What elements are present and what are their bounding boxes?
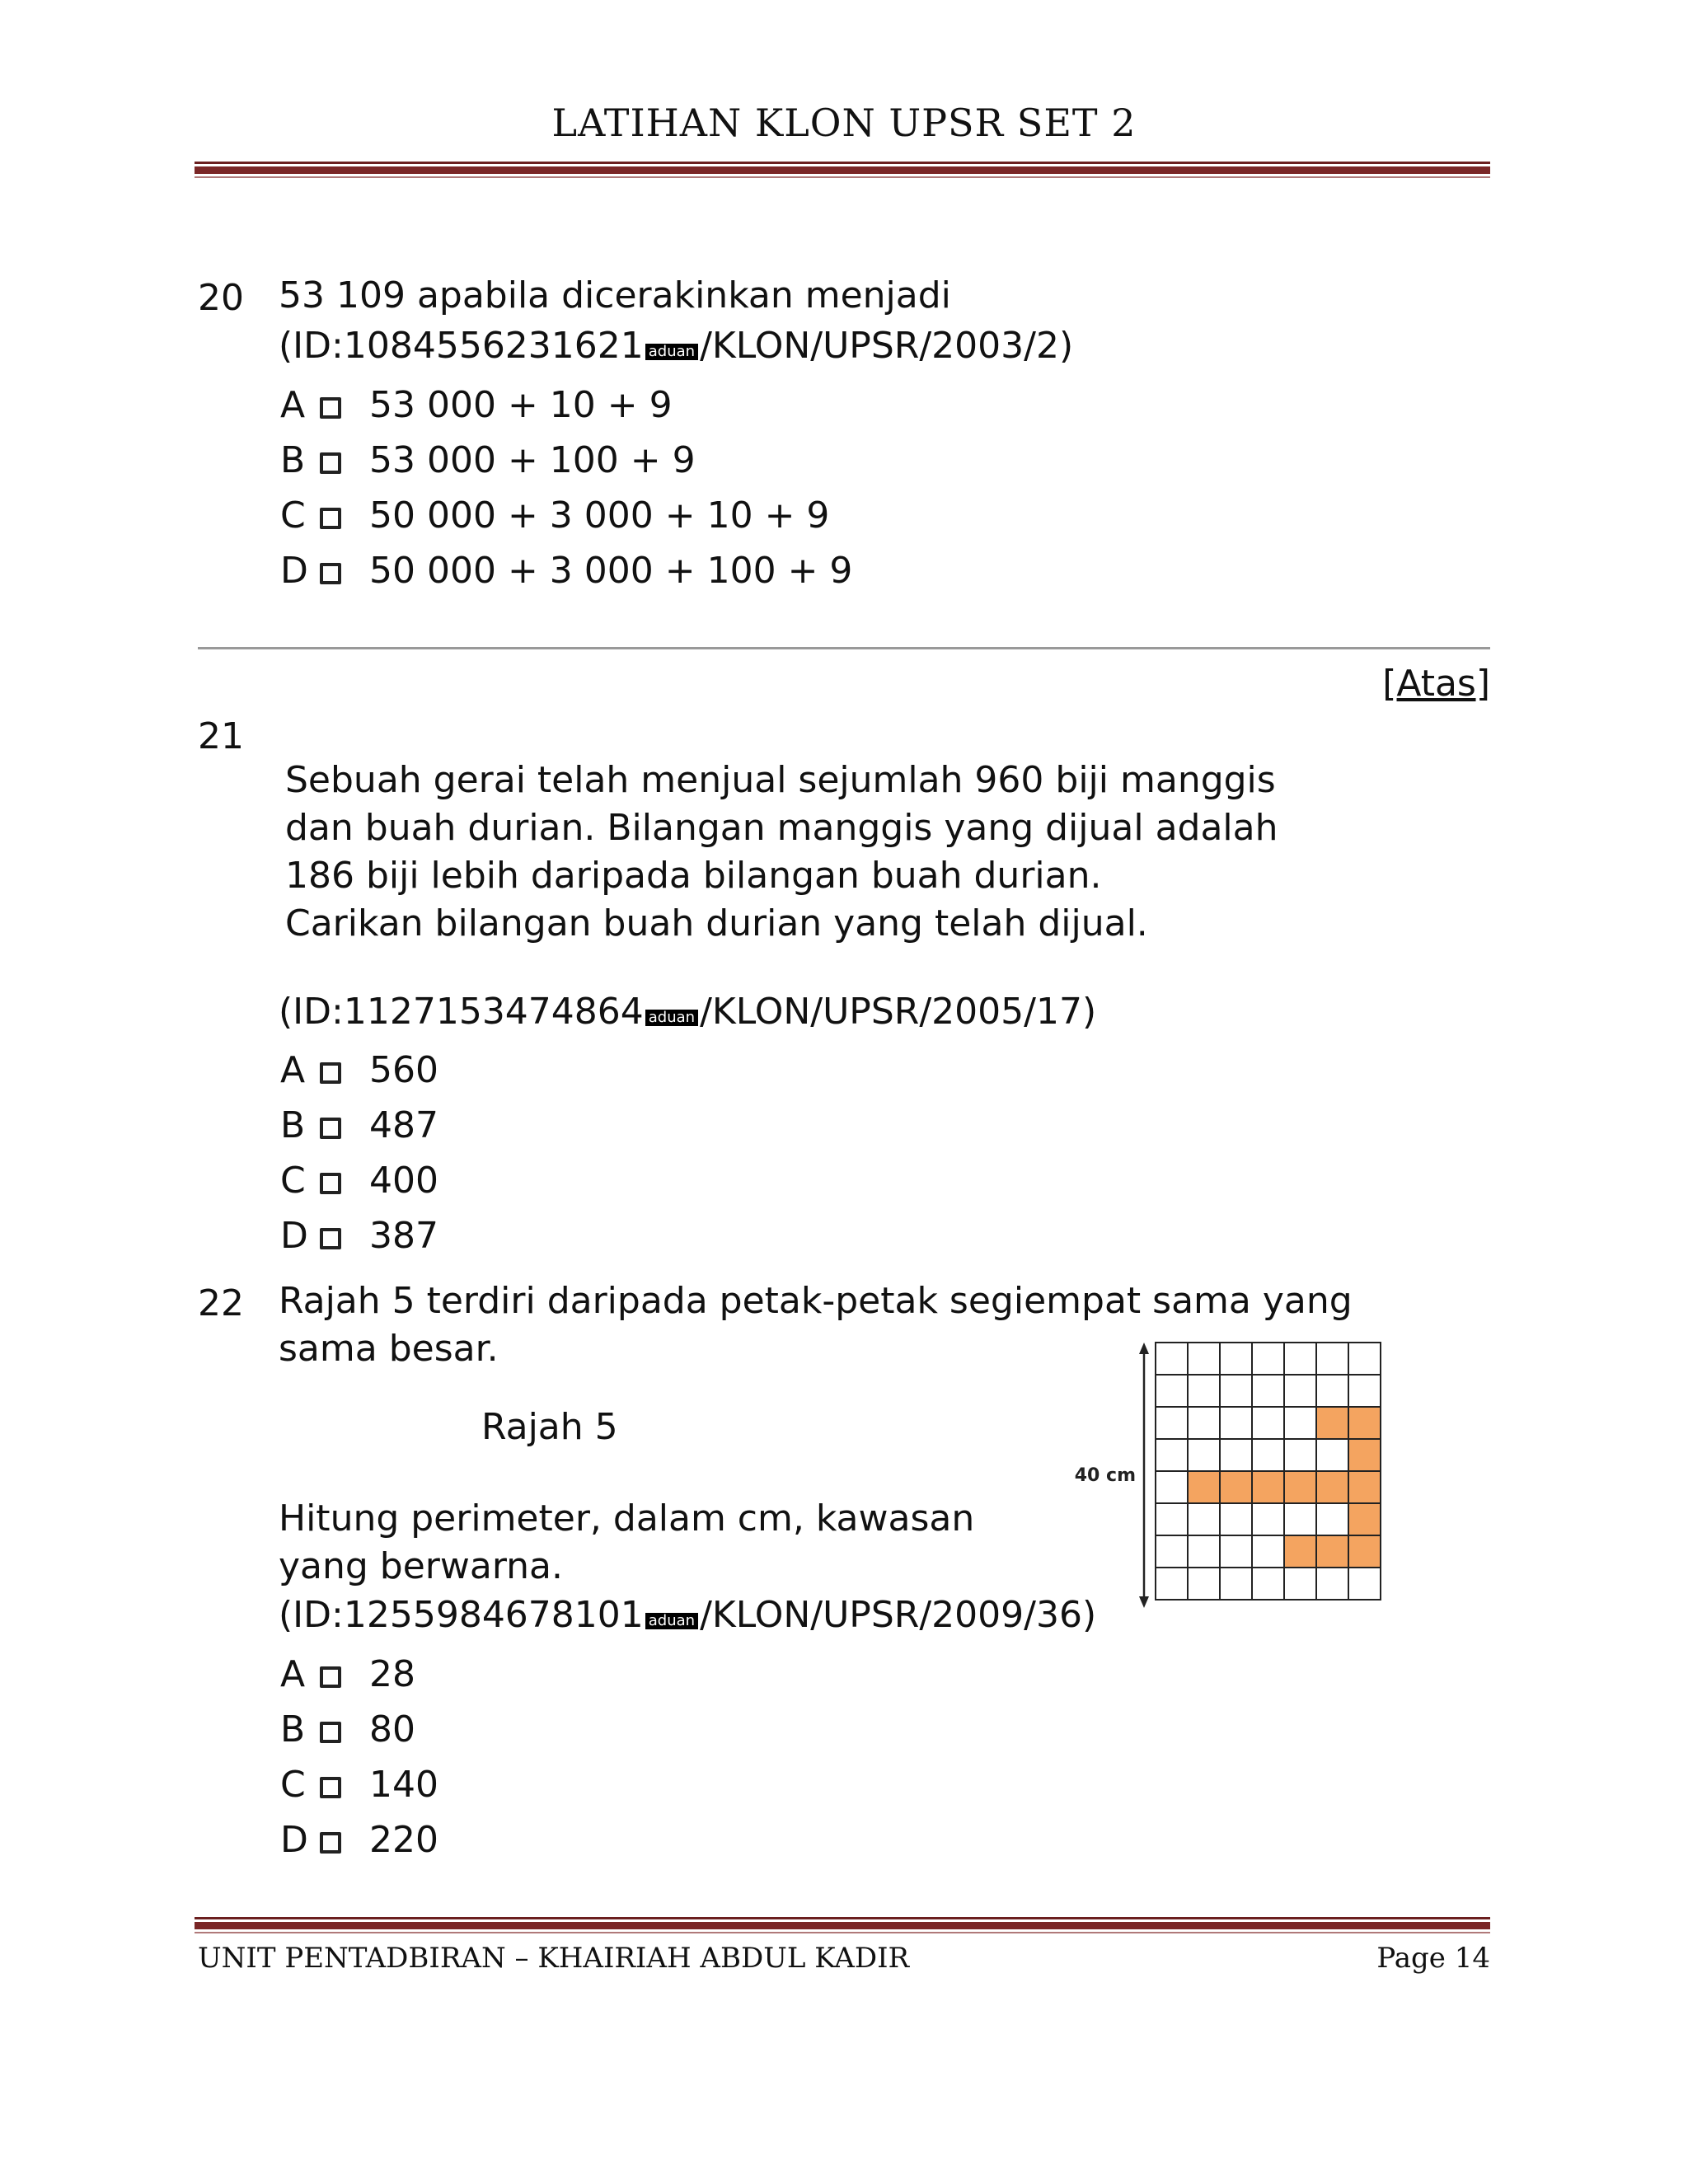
dimension-label: 40 cm — [1074, 1465, 1136, 1486]
question-number: 21 — [198, 715, 244, 757]
radio-box-icon[interactable] — [320, 1062, 341, 1084]
grid-cell — [1156, 1343, 1188, 1375]
grid-cell — [1284, 1375, 1316, 1407]
grid-cell — [1316, 1535, 1348, 1568]
grid-cell — [1316, 1439, 1348, 1471]
grid-cell — [1348, 1343, 1381, 1375]
option-c[interactable]: C 400 — [280, 1160, 438, 1202]
question-id: (ID:1127153474864 aduan /KLON/UPSR/2005/17) — [279, 991, 1097, 1033]
header-divider — [195, 162, 1490, 178]
grid-cell — [1316, 1503, 1348, 1535]
grid-cell — [1348, 1568, 1381, 1600]
grid-cell — [1348, 1439, 1381, 1471]
question-id: (ID:1084556231621 aduan /KLON/UPSR/2003/2) — [279, 325, 1074, 367]
grid-cell — [1252, 1568, 1284, 1600]
option-a[interactable]: A 53 000 + 10 + 9 — [280, 384, 673, 426]
question-number: 20 — [198, 277, 244, 319]
question-text: Rajah 5 terdiri daripada petak-petak segiempat sama yang sama besar. — [279, 1280, 1353, 1370]
option-c[interactable]: C 50 000 + 3 000 + 10 + 9 — [280, 494, 830, 537]
grid-cell — [1284, 1471, 1316, 1503]
grid-cell — [1220, 1343, 1252, 1375]
radio-box-icon[interactable] — [320, 397, 341, 419]
radio-box-icon[interactable] — [320, 1832, 341, 1854]
grid-cell — [1316, 1407, 1348, 1439]
radio-box-icon[interactable] — [320, 1228, 341, 1249]
option-b[interactable]: B 80 — [280, 1708, 415, 1750]
grid-cell — [1348, 1375, 1381, 1407]
grid-cell — [1316, 1375, 1348, 1407]
grid-cell — [1316, 1471, 1348, 1503]
grid-cell — [1284, 1535, 1316, 1568]
grid-cell — [1220, 1535, 1252, 1568]
grid-cell — [1252, 1343, 1284, 1375]
grid-cell — [1188, 1568, 1220, 1600]
radio-box-icon[interactable] — [320, 1666, 341, 1688]
grid-cell — [1284, 1343, 1316, 1375]
grid-cells — [1156, 1343, 1381, 1600]
grid-cell — [1220, 1568, 1252, 1600]
grid-cell — [1156, 1471, 1188, 1503]
option-c[interactable]: C 140 — [280, 1764, 438, 1806]
grid-cell — [1156, 1375, 1188, 1407]
dimension-arrow — [1139, 1343, 1149, 1608]
grid-cell — [1156, 1568, 1188, 1600]
grid-cell — [1284, 1568, 1316, 1600]
grid-cell — [1188, 1375, 1220, 1407]
grid-cell — [1252, 1503, 1284, 1535]
question-id: (ID:1255984678101 aduan /KLON/UPSR/2009/36) — [279, 1594, 1097, 1636]
page-header-title: LATIHAN KLON UPSR SET 2 — [551, 101, 1137, 145]
option-d[interactable]: D 220 — [280, 1819, 438, 1861]
aduan-link[interactable]: aduan — [645, 344, 698, 360]
grid-cell — [1188, 1471, 1220, 1503]
grid-cell — [1348, 1503, 1381, 1535]
page-number: Page 14 — [1376, 1942, 1490, 1975]
option-b[interactable]: B 53 000 + 100 + 9 — [280, 439, 696, 481]
radio-box-icon[interactable] — [320, 508, 341, 529]
option-d[interactable]: D 50 000 + 3 000 + 100 + 9 — [280, 550, 853, 592]
radio-box-icon[interactable] — [320, 1722, 341, 1743]
grid-cell — [1156, 1503, 1188, 1535]
grid-cell — [1348, 1407, 1381, 1439]
grid-cell — [1220, 1439, 1252, 1471]
section-divider — [198, 647, 1490, 649]
grid-cell — [1188, 1503, 1220, 1535]
footer-left-text: UNIT PENTADBIRAN – KHAIRIAH ABDUL KADIR — [198, 1942, 910, 1975]
grid-cell — [1348, 1535, 1381, 1568]
grid-cell — [1156, 1407, 1188, 1439]
figure-caption: Rajah 5 — [481, 1406, 618, 1448]
option-a[interactable]: A 560 — [280, 1049, 438, 1091]
question-text: 53 109 apabila dicerakinkan menjadi — [279, 274, 951, 316]
grid-cell — [1284, 1439, 1316, 1471]
grid-cell — [1188, 1535, 1220, 1568]
option-b[interactable]: B 487 — [280, 1104, 438, 1146]
grid-cell — [1316, 1343, 1348, 1375]
rajah-5-grid-figure — [1071, 1339, 1401, 1611]
grid-cell — [1188, 1343, 1220, 1375]
option-a[interactable]: A 28 — [280, 1653, 415, 1695]
radio-box-icon[interactable] — [320, 563, 341, 584]
grid-cell — [1220, 1503, 1252, 1535]
radio-box-icon[interactable] — [320, 1777, 341, 1798]
grid-cell — [1188, 1407, 1220, 1439]
question-number: 22 — [198, 1282, 244, 1324]
grid-cell — [1220, 1375, 1252, 1407]
grid-cell — [1284, 1407, 1316, 1439]
option-d[interactable]: D 387 — [280, 1215, 438, 1257]
footer-divider — [195, 1917, 1490, 1933]
question-text: Hitung perimeter, dalam cm, kawasan yang berwarna. — [279, 1497, 975, 1587]
grid-cell — [1252, 1375, 1284, 1407]
question-text: Sebuah gerai telah menjual sejumlah 960 biji manggis dan buah durian. Bilangan manggis yang dijual adalah 186 biji lebih daripada bilangan buah durian. Carikan bilangan buah durian yang telah dijual. — [285, 759, 1278, 944]
grid-cell — [1156, 1535, 1188, 1568]
grid-cell — [1284, 1503, 1316, 1535]
aduan-link[interactable]: aduan — [645, 1010, 698, 1026]
grid-cell — [1252, 1535, 1284, 1568]
grid-cell — [1316, 1568, 1348, 1600]
grid-cell — [1348, 1471, 1381, 1503]
radio-box-icon[interactable] — [320, 452, 341, 474]
radio-box-icon[interactable] — [320, 1173, 341, 1194]
aduan-link[interactable]: aduan — [645, 1613, 698, 1629]
grid-cell — [1188, 1439, 1220, 1471]
grid-cell — [1220, 1407, 1252, 1439]
grid-cell — [1156, 1439, 1188, 1471]
atas-link[interactable]: [Atas] — [1382, 663, 1490, 705]
grid-cell — [1220, 1471, 1252, 1503]
grid-cell — [1252, 1439, 1284, 1471]
radio-box-icon[interactable] — [320, 1118, 341, 1139]
grid-cell — [1252, 1407, 1284, 1439]
grid-cell — [1252, 1471, 1284, 1503]
